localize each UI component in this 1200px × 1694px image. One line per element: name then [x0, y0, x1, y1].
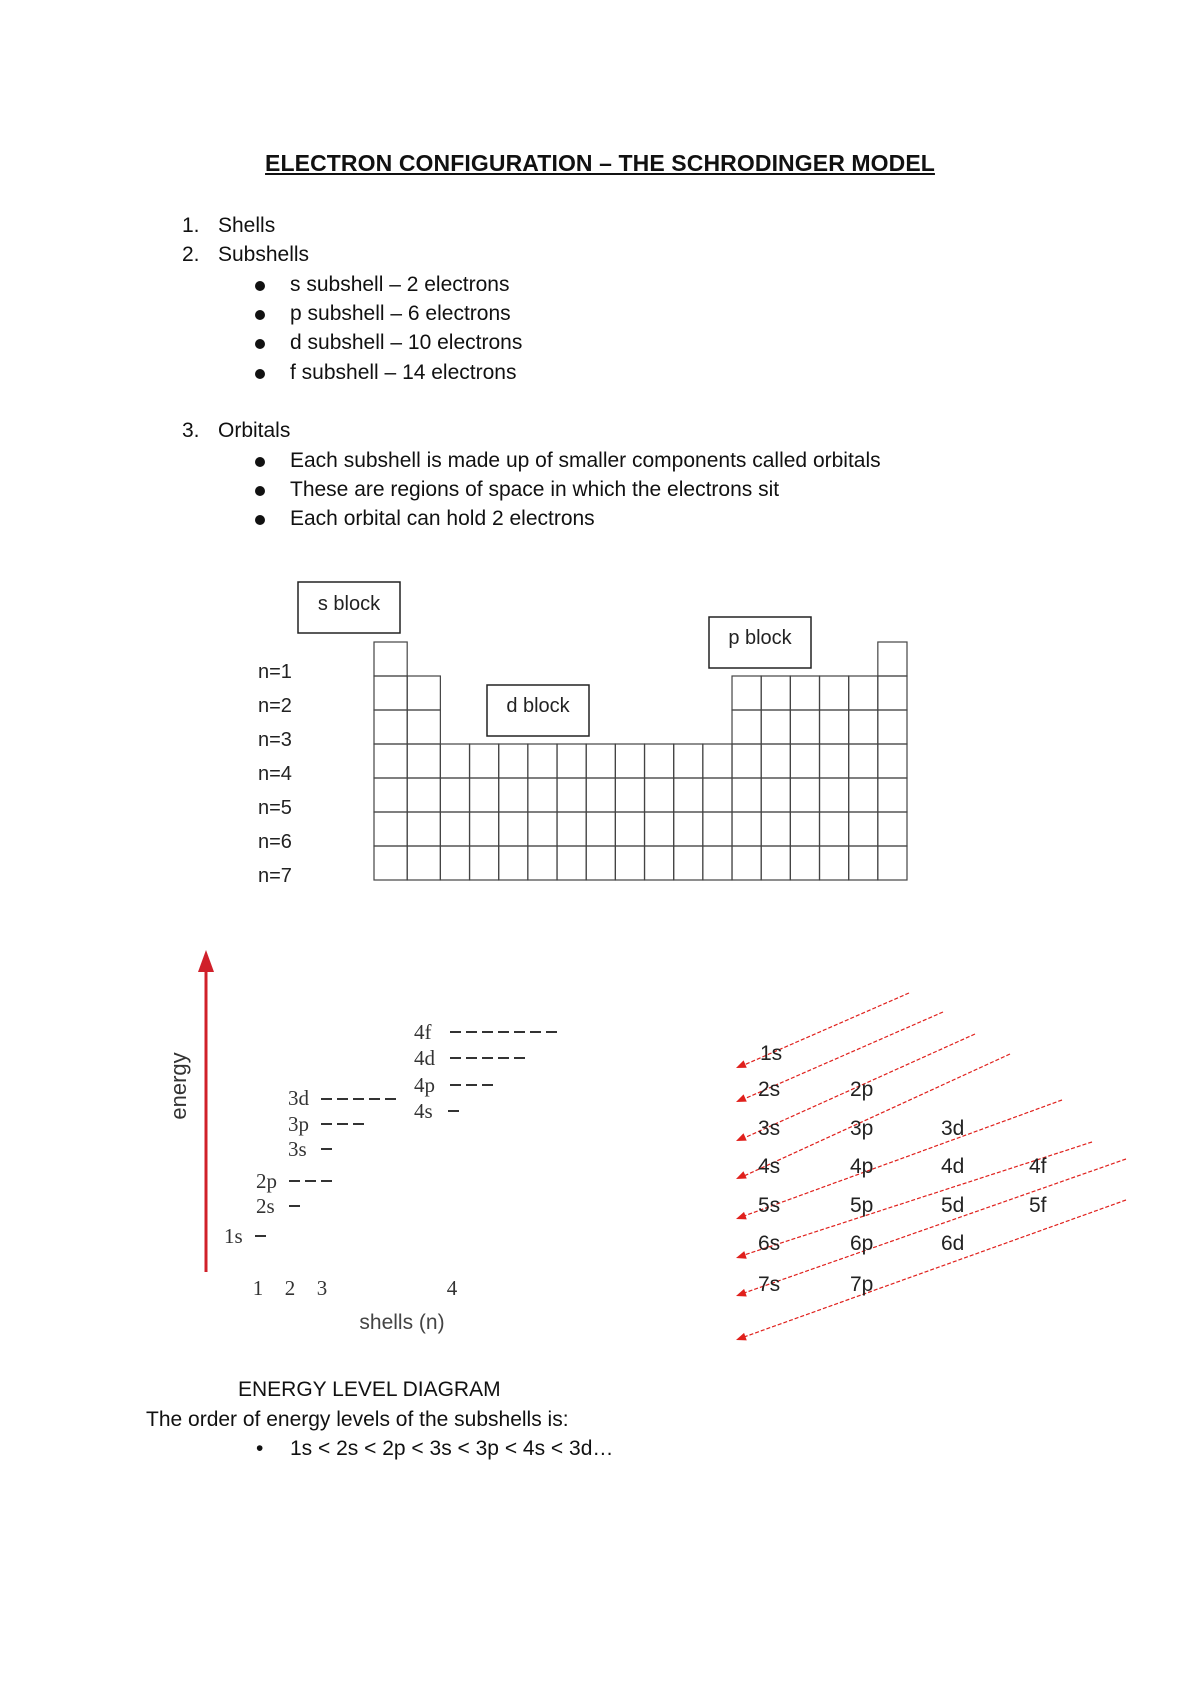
shell-tick-label: 1 [252, 1276, 264, 1300]
aufbau-arrowhead-icon [736, 1251, 747, 1259]
period-label: n=4 [258, 763, 292, 785]
aufbau-arrow-line [744, 1100, 1062, 1216]
periodic-table-cell [528, 744, 557, 778]
periodic-table-cell [878, 710, 907, 744]
periodic-table-cell [849, 676, 878, 710]
level-label-1s: 1s [224, 1224, 243, 1248]
periodic-table-cell [878, 846, 907, 880]
periodic-table-cell [703, 812, 732, 846]
periodic-table-cell [499, 812, 528, 846]
periodic-table-cell [407, 846, 440, 880]
periodic-table-cell [849, 744, 878, 778]
aufbau-subshell-label: 5p [850, 1194, 874, 1217]
aufbau-arrow-line [744, 1159, 1126, 1293]
periodic-table-cell [674, 846, 703, 880]
level-label-4d: 4d [414, 1046, 435, 1070]
periodic-table-cell [790, 744, 819, 778]
periodic-table-cell [849, 846, 878, 880]
diagram-caption-heading: ENERGY LEVEL DIAGRAM [238, 1378, 501, 1401]
periodic-table-cell [470, 812, 499, 846]
periodic-table-cell [440, 846, 469, 880]
list-number: 1. [182, 214, 200, 237]
periodic-table-cell [732, 676, 761, 710]
aufbau-subshell-label: 4f [1029, 1155, 1047, 1178]
block-labels [298, 582, 811, 736]
periodic-table-cell [407, 676, 440, 710]
aufbau-subshell-label: 6d [941, 1232, 965, 1255]
periodic-table-cell [528, 812, 557, 846]
aufbau-arrowhead-icon [736, 1094, 747, 1102]
periodic-table-grid [374, 642, 907, 880]
aufbau-subshell-label: 7s [758, 1273, 781, 1296]
periodic-table-cell [878, 778, 907, 812]
periodic-table-cell [440, 812, 469, 846]
periodic-table-cell [849, 778, 878, 812]
level-label-3d: 3d [288, 1086, 309, 1110]
periodic-table-cell [820, 744, 849, 778]
level-label-3s: 3s [288, 1137, 307, 1161]
aufbau-arrowhead-icon [736, 1212, 747, 1220]
aufbau-subshell-label: 6p [850, 1232, 874, 1255]
periodic-table-cell [820, 846, 849, 880]
aufbau-arrows [736, 993, 1126, 1340]
level-label-4f: 4f [414, 1020, 432, 1044]
aufbau-arrowhead-icon [736, 1289, 747, 1297]
bullet-text: d subshell – 10 electrons [290, 331, 523, 354]
periodic-table-cell [878, 642, 907, 676]
periodic-table-cell [374, 642, 407, 676]
periodic-table-cell [557, 744, 586, 778]
period-label: n=7 [258, 865, 292, 887]
aufbau-subshell-label: 4s [758, 1155, 781, 1178]
shells-axis-label: shells (n) [359, 1311, 445, 1334]
periodic-table-cell [499, 778, 528, 812]
aufbau-arrow-line [744, 1200, 1126, 1337]
periodic-table-cell [374, 676, 407, 710]
period-label: n=5 [258, 797, 292, 819]
periodic-table-cell [528, 778, 557, 812]
d-block-label: d block [506, 695, 570, 717]
periodic-table-cell [470, 846, 499, 880]
periodic-table-cell [374, 710, 407, 744]
aufbau-subshell-label: 5s [758, 1194, 781, 1217]
level-label-2s: 2s [256, 1194, 275, 1218]
aufbau-subshell-label: 5d [941, 1194, 965, 1217]
aufbau-arrowhead-icon [736, 1060, 747, 1068]
list-label: Shells [218, 214, 276, 237]
periodic-table-cell [374, 778, 407, 812]
periodic-table-cell [761, 676, 790, 710]
periodic-table-cell [732, 744, 761, 778]
aufbau-subshell-label: 4d [941, 1155, 965, 1178]
periodic-table-cell [374, 812, 407, 846]
periodic-table-cell [674, 812, 703, 846]
periodic-table-cell [407, 778, 440, 812]
periodic-table-cell [790, 778, 819, 812]
shell-tick-label: 3 [316, 1276, 328, 1300]
periodic-table-cell [820, 676, 849, 710]
periodic-table-cell [615, 778, 644, 812]
period-labels [258, 661, 292, 887]
periodic-table-cell [790, 710, 819, 744]
energy-order-text: 1s < 2s < 2p < 3s < 3p < 4s < 3d… [290, 1437, 614, 1460]
periodic-table-cell [586, 778, 615, 812]
aufbau-arrow-line [744, 1054, 1010, 1176]
periodic-table-cell [703, 846, 732, 880]
periodic-table-cell [761, 812, 790, 846]
bullet-text: These are regions of space in which the electrons sit [290, 478, 780, 501]
periodic-table-cell [703, 778, 732, 812]
aufbau-subshell-label: 5f [1029, 1194, 1047, 1217]
level-label-4s: 4s [414, 1099, 433, 1123]
bullet-text: p subshell – 6 electrons [290, 302, 511, 325]
bullet-text: Each subshell is made up of smaller components called orbitals [290, 449, 881, 472]
periodic-table-cell [878, 744, 907, 778]
periodic-table-cell [703, 744, 732, 778]
periodic-table-cell [470, 744, 499, 778]
level-label-2p: 2p [256, 1169, 277, 1193]
energy-axis-label: energy [166, 1052, 191, 1120]
period-label: n=3 [258, 729, 292, 751]
periodic-table-cell [615, 812, 644, 846]
periodic-table-cell [615, 846, 644, 880]
periodic-table-cell [407, 812, 440, 846]
aufbau-subshell-label: 6s [758, 1232, 781, 1255]
period-label: n=2 [258, 695, 292, 717]
periodic-table-cell [820, 812, 849, 846]
period-label: n=6 [258, 831, 292, 853]
periodic-table-cell [499, 744, 528, 778]
periodic-table-cell [645, 812, 674, 846]
periodic-table-cell [674, 744, 703, 778]
periodic-table-cell [557, 812, 586, 846]
periodic-table-cell [790, 812, 819, 846]
periodic-table-cell [761, 846, 790, 880]
bullet-text: f subshell – 14 electrons [290, 361, 517, 384]
list-label: Orbitals [218, 419, 291, 442]
periodic-table-cell [732, 846, 761, 880]
periodic-table-cell [761, 710, 790, 744]
periodic-table-cell [878, 676, 907, 710]
period-label: n=1 [258, 661, 292, 683]
periodic-table-cell [586, 744, 615, 778]
bullet-text: s subshell – 2 electrons [290, 273, 510, 296]
aufbau-subshell-label: 3s [758, 1117, 781, 1140]
level-label-4p: 4p [414, 1073, 435, 1097]
periodic-table-cell [849, 710, 878, 744]
level-label-3p: 3p [288, 1112, 309, 1136]
periodic-table-cell [528, 846, 557, 880]
periodic-table-cell [645, 846, 674, 880]
periodic-table-cell [849, 812, 878, 846]
aufbau-subshell-label: 2p [850, 1078, 874, 1101]
periodic-table-cell [374, 846, 407, 880]
periodic-table-cell [440, 778, 469, 812]
periodic-table-cell [586, 812, 615, 846]
periodic-table-cell [440, 744, 469, 778]
order-bullet-icon: • [256, 1437, 264, 1460]
periodic-table-cell [374, 744, 407, 778]
periodic-table-cell [790, 676, 819, 710]
list-number: 3. [182, 419, 200, 442]
periodic-table-cell [557, 778, 586, 812]
s-block-label: s block [317, 593, 381, 615]
aufbau-arrowhead-icon [736, 1171, 747, 1179]
periodic-table-cell [761, 778, 790, 812]
aufbau-subshell-label: 3d [941, 1117, 965, 1140]
aufbau-arrowhead-icon [736, 1333, 747, 1341]
periodic-table-cell [407, 710, 440, 744]
periodic-table-cell [732, 812, 761, 846]
aufbau-subshell-label: 7p [850, 1273, 874, 1296]
periodic-table-cell [645, 778, 674, 812]
periodic-table-cell [557, 846, 586, 880]
energy-level-diagram [166, 950, 557, 1334]
periodic-table-cell [820, 710, 849, 744]
bullet-text: Each orbital can hold 2 electrons [290, 507, 595, 530]
page-title: ELECTRON CONFIGURATION – THE SCHRODINGER MODEL [265, 150, 935, 176]
energy-arrow-icon [198, 950, 214, 972]
aufbau-subshell-label: 3p [850, 1117, 874, 1140]
aufbau-subshell-label: 4p [850, 1155, 874, 1178]
periodic-table-cell [732, 778, 761, 812]
periodic-table-cell [732, 710, 761, 744]
list-number: 2. [182, 243, 200, 266]
diagram-caption-line: The order of energy levels of the subshells is: [146, 1408, 569, 1431]
periodic-table-cell [820, 778, 849, 812]
aufbau-subshell-label: 1s [760, 1042, 783, 1065]
shell-tick-label: 2 [284, 1276, 296, 1300]
aufbau-subshell-label: 2s [758, 1078, 781, 1101]
aufbau-arrowhead-icon [736, 1133, 747, 1141]
periodic-table-cell [674, 778, 703, 812]
periodic-table-cell [586, 846, 615, 880]
periodic-table-cell [615, 744, 644, 778]
periodic-table-cell [470, 778, 499, 812]
periodic-table-cell [878, 812, 907, 846]
shell-tick-label: 4 [446, 1276, 458, 1300]
periodic-table-cell [790, 846, 819, 880]
periodic-table-cell [645, 744, 674, 778]
aufbau-labels [758, 1042, 1047, 1296]
list-label: Subshells [218, 243, 310, 266]
periodic-table-cell [761, 744, 790, 778]
periodic-table-cell [499, 846, 528, 880]
p-block-label: p block [728, 627, 792, 649]
periodic-table-cell [407, 744, 440, 778]
